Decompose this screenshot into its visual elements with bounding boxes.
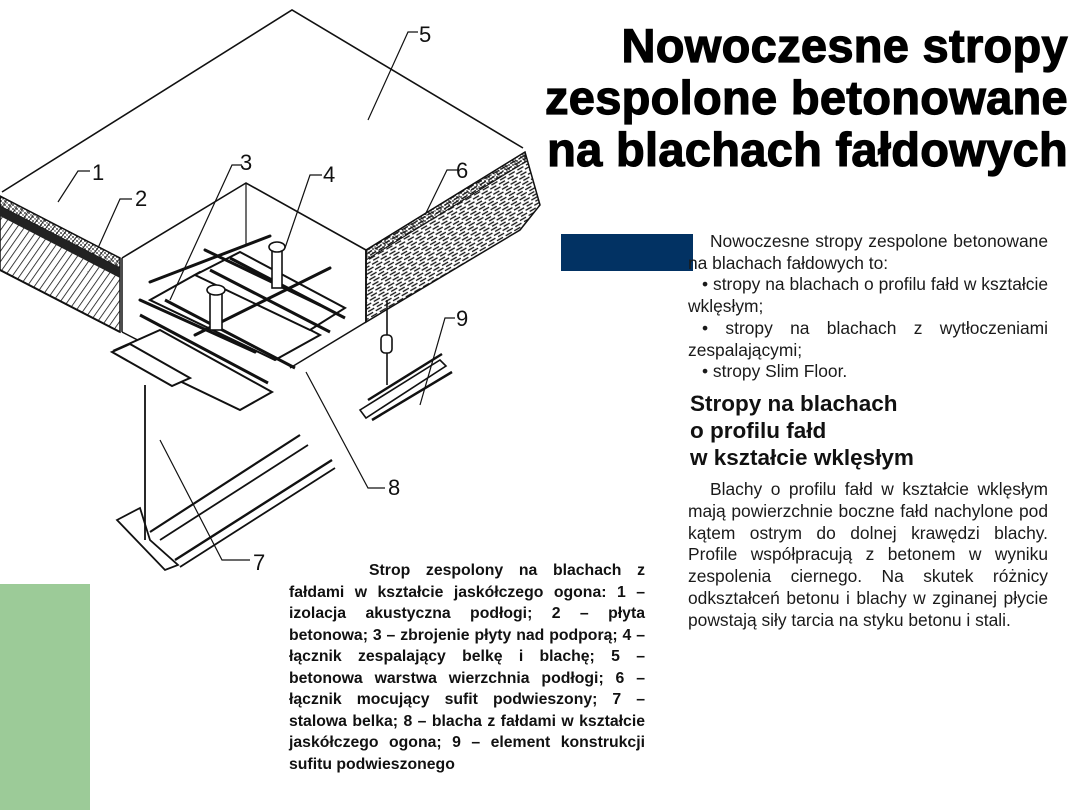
text-column <box>688 231 1048 632</box>
label-8: 8 <box>388 475 401 500</box>
label-7: 7 <box>253 550 266 575</box>
label-9: 9 <box>456 306 469 331</box>
section-heading-line: Stropy na blachach <box>690 390 898 416</box>
steel-beam <box>117 385 335 570</box>
left-slab-section <box>0 196 120 332</box>
bullet-item: • stropy Slim Floor. <box>702 361 848 382</box>
section-heading-line: w kształcie wklęsłym <box>690 444 914 470</box>
label-1: 1 <box>92 160 105 185</box>
label-2: 2 <box>135 186 148 211</box>
page-title <box>508 20 1068 176</box>
title-line: zespolone betonowane <box>544 71 1068 124</box>
title-line: Nowoczesne stropy <box>621 19 1068 72</box>
section-heading-line: o profilu fałd <box>690 417 827 443</box>
section-heading <box>690 390 1048 471</box>
title-line: na blachach fałdowych <box>547 123 1068 176</box>
green-accent-block <box>0 584 90 810</box>
label-4: 4 <box>323 162 336 187</box>
right-slab-section <box>366 152 540 322</box>
figure-caption: Strop zespolony na blachach z fałdami w kształcie jaskółczego ogona: 1 – izolacja akustyczna podłogi; 2 – płyta betonowa; 3 – zbrojenie płyty nad podporą; 4 – łącznik zespalający belkę i blachę; 5 – betonowa warstwa wierzchnia podłogi; 6 – łącznik mocujący sufit podwieszony; 7 – stalowa belka; 8 – blacha z fałdami w kształcie jaskółczego ogona; 9 – element konstrukcji sufitu podwieszonego <box>289 562 645 773</box>
bullet-item: • stropy na blachach o profilu fałd w kształcie wklęsłym; <box>688 274 1048 317</box>
dovetail-sheet <box>112 252 345 410</box>
label-6: 6 <box>456 158 469 183</box>
label-3: 3 <box>240 150 253 175</box>
bullet-item: • stropy na blachach z wytłoczeniami zespalającymi; <box>688 317 1048 360</box>
navy-accent-block <box>561 234 693 271</box>
section-body: Blachy o profilu fałd w kształcie wklęsłym mają powierzchnie boczne fałd nachylone pod kątem ostrym do dolnej krawędzi blachy. Profile współpracują z betonem w wyniku zespolenia ciernego. Na skutek różnicy odkształceń betonu i blachy w zginanej płycie powstają siły tarcia na styku betonu i stali. <box>688 478 1048 630</box>
composite-slab-diagram <box>0 0 560 580</box>
label-5: 5 <box>419 22 432 47</box>
intro-paragraph: Nowoczesne stropy zespolone betonowane na blachach fałdowych to: <box>688 231 1048 273</box>
